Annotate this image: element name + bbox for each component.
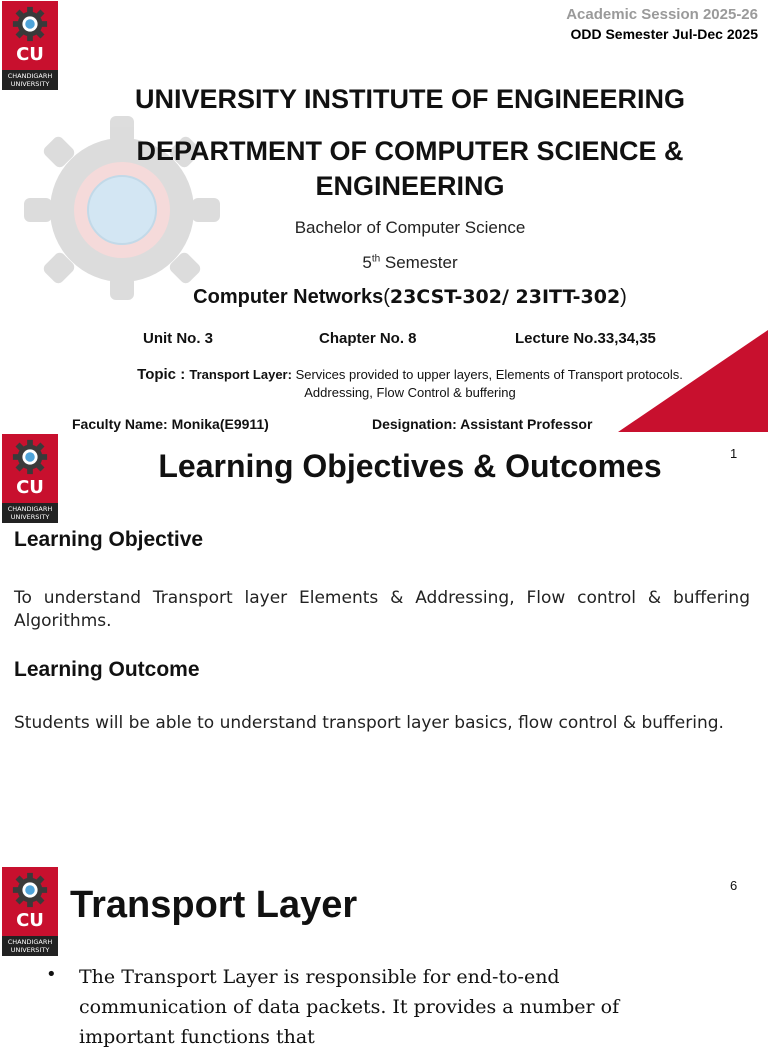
slide-title: Learning Objectives & Outcomes xyxy=(158,448,662,484)
topic-label: Topic : xyxy=(137,366,190,383)
designation: Designation: Assistant Professor xyxy=(372,416,593,432)
academic-session xyxy=(566,6,758,42)
topic xyxy=(80,366,740,402)
semester-word: Semester xyxy=(380,253,458,272)
faculty-name: Faculty Name: Monika(E9911) xyxy=(72,416,269,432)
course-paren-open: ( xyxy=(383,286,390,308)
logo-text: CU xyxy=(16,910,44,931)
chapter-number: Chapter No. 8 xyxy=(319,330,417,347)
department-title: DEPARTMENT OF COMPUTER SCIENCE & ENGINEERING xyxy=(136,136,684,201)
objective-text: To understand Transport layer Elements & Addressing, Flow control & buffering Algorithms. xyxy=(14,588,750,631)
page-number: 1 xyxy=(730,446,738,461)
cu-logo xyxy=(2,867,58,956)
course-paren-close: ) xyxy=(620,286,627,308)
cu-logo xyxy=(2,434,58,523)
gear-icon xyxy=(11,871,49,909)
topic-text: Services provided to upper layers, Elements of Transport protocols. xyxy=(295,367,683,382)
page-number: 6 xyxy=(730,878,738,893)
title-slide xyxy=(0,0,768,432)
outcome-heading: Learning Outcome xyxy=(14,658,200,681)
semester xyxy=(70,253,750,273)
logo-subtext: CHANDIGARH UNIVERSITY xyxy=(2,936,58,956)
topic-subject: Transport Layer: xyxy=(189,367,296,382)
topic-line-2: Addressing, Flow Control & buffering xyxy=(304,385,516,400)
logo-text: CU xyxy=(16,477,44,498)
learning-objectives-slide xyxy=(0,432,768,866)
bullet-icon: • xyxy=(46,964,57,985)
bullet-text: The Transport Layer is responsible for end-to-end communication of data packets. It provides a number of important functions that xyxy=(79,966,620,1048)
course-code: 23CST-302/ 23ITT-302 xyxy=(389,286,621,308)
course-title xyxy=(70,286,750,309)
semester-sup: th xyxy=(371,253,381,265)
session-line-1: Academic Session 2025-26 xyxy=(566,6,758,23)
program-name: Bachelor of Computer Science xyxy=(294,218,526,237)
semester-num: 5 xyxy=(362,253,372,272)
objective-heading: Learning Objective xyxy=(14,528,204,551)
gear-icon xyxy=(11,438,49,476)
transport-layer-slide xyxy=(0,866,768,1048)
slide-title: Transport Layer xyxy=(70,884,358,926)
logo-text: CU xyxy=(16,44,44,65)
logo-subtext: CHANDIGARH UNIVERSITY xyxy=(2,503,58,523)
cu-logo xyxy=(2,1,58,90)
outcome-text: Students will be able to understand transport layer basics, flow control & buffering. xyxy=(14,713,724,733)
logo-subtext: CHANDIGARH UNIVERSITY xyxy=(2,70,58,90)
course-name: Computer Networks xyxy=(193,286,384,308)
lecture-number: Lecture No.33,34,35 xyxy=(515,330,656,347)
institute-title: UNIVERSITY INSTITUTE OF ENGINEERING xyxy=(134,84,686,114)
unit-number: Unit No. 3 xyxy=(143,330,213,347)
gear-icon xyxy=(11,5,49,43)
session-line-2: ODD Semester Jul-Dec 2025 xyxy=(570,26,758,42)
